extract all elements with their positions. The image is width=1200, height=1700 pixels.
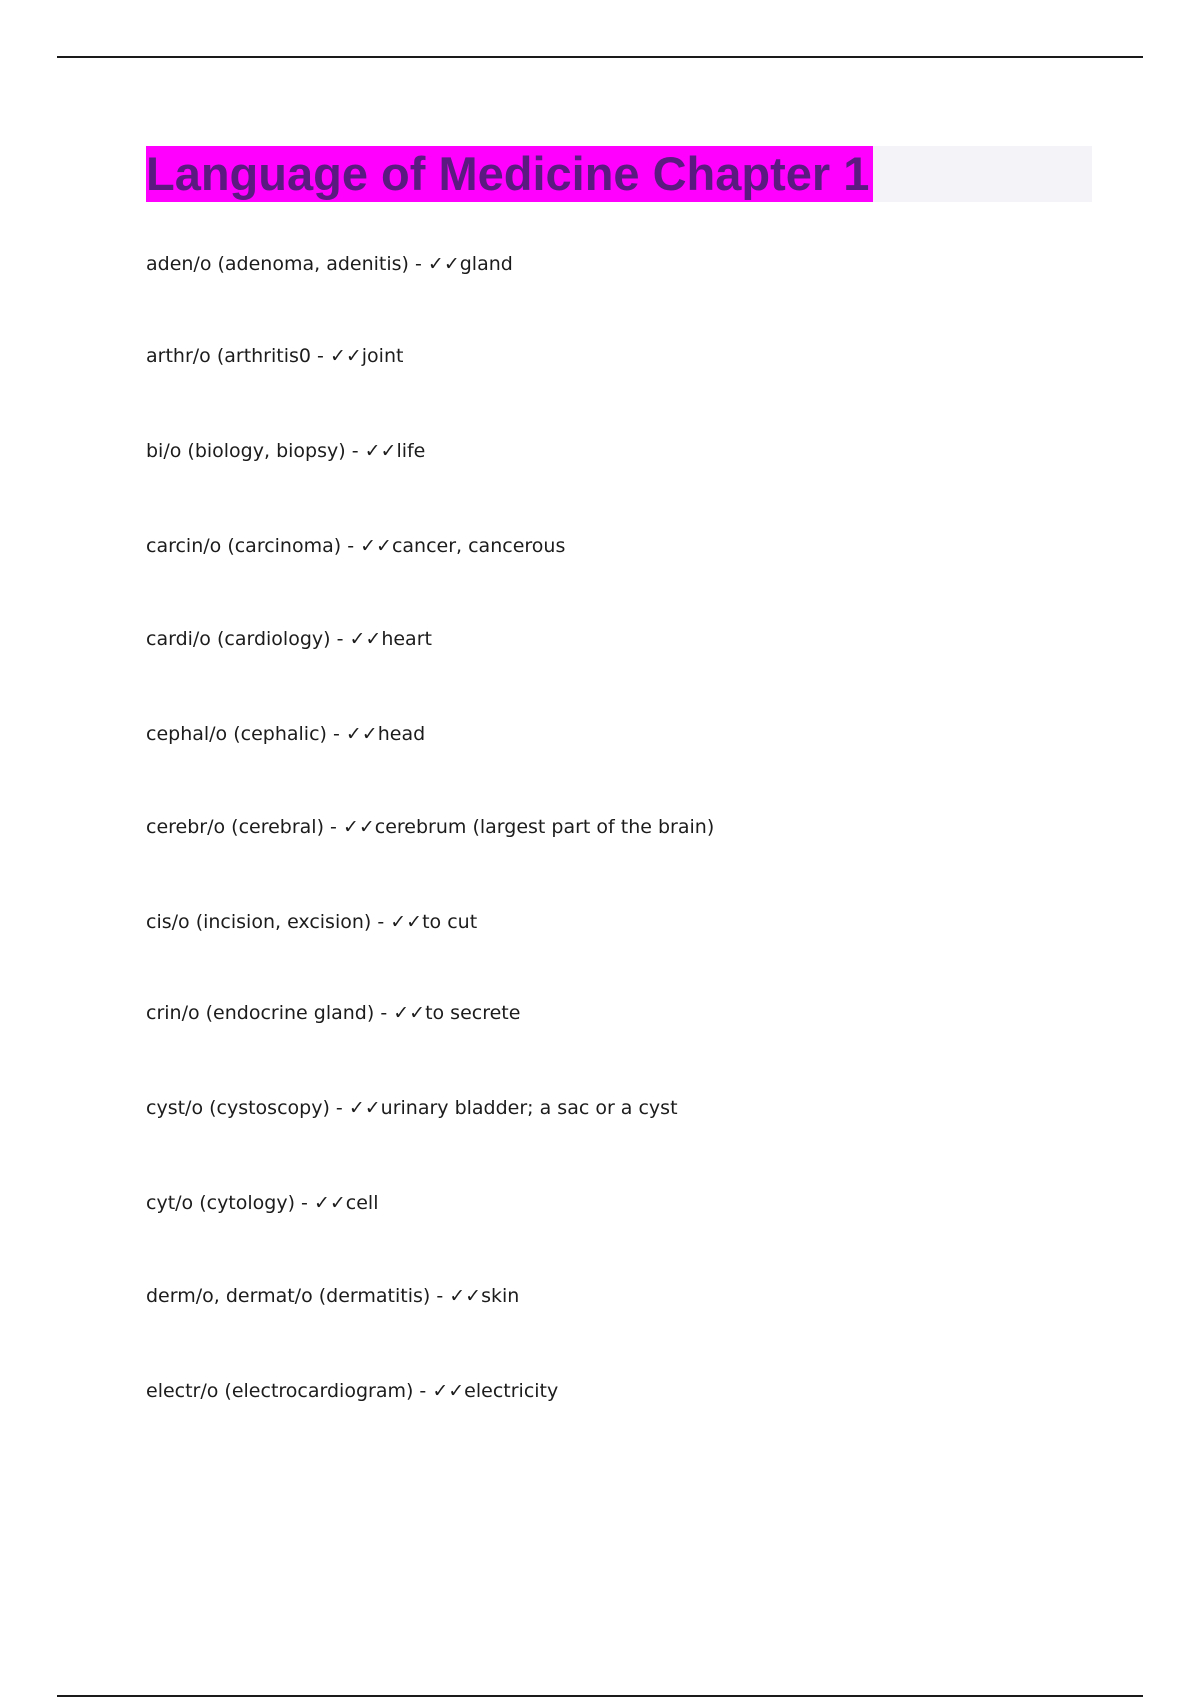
list-item bbox=[146, 1191, 379, 1215]
definition: head bbox=[377, 723, 426, 745]
separator: - bbox=[413, 1380, 433, 1402]
list-item bbox=[146, 1096, 678, 1120]
list-item bbox=[146, 815, 714, 839]
term: cardi/o (cardiology) bbox=[146, 628, 331, 650]
bottom-rule bbox=[57, 1695, 1143, 1697]
definition: gland bbox=[459, 253, 513, 275]
separator: - bbox=[374, 1002, 394, 1024]
check-mark-icon: ✓✓ bbox=[432, 1380, 465, 1402]
separator: - bbox=[341, 535, 361, 557]
definition: electricity bbox=[464, 1380, 559, 1402]
page-title: Language of Medicine Chapter 1 bbox=[146, 146, 873, 202]
separator: - bbox=[345, 440, 365, 462]
term: carcin/o (carcinoma) bbox=[146, 535, 342, 557]
definition: cancer, cancerous bbox=[391, 535, 566, 557]
definition: heart bbox=[381, 628, 432, 650]
separator: - bbox=[329, 1097, 349, 1119]
check-mark-icon: ✓✓ bbox=[449, 1285, 482, 1307]
term: bi/o (biology, biopsy) bbox=[146, 440, 346, 462]
term: crin/o (endocrine gland) bbox=[146, 1002, 375, 1024]
check-mark-icon: ✓✓ bbox=[342, 816, 375, 838]
term: cerebr/o (cerebral) bbox=[146, 816, 324, 838]
definition: life bbox=[396, 440, 426, 462]
separator: - bbox=[430, 1285, 450, 1307]
definition: cell bbox=[345, 1192, 379, 1214]
separator: - bbox=[408, 253, 428, 275]
separator: - bbox=[324, 816, 343, 838]
list-item bbox=[146, 910, 477, 934]
definition: cerebrum (largest part of the brain) bbox=[374, 816, 715, 838]
list-item bbox=[146, 1001, 520, 1025]
check-mark-icon: ✓✓ bbox=[349, 628, 382, 650]
top-rule bbox=[57, 56, 1143, 58]
term: cephal/o (cephalic) bbox=[146, 723, 327, 745]
check-mark-icon: ✓✓ bbox=[345, 723, 378, 745]
term: aden/o (adenoma, adenitis) bbox=[146, 253, 409, 275]
definition: urinary bladder; a sac or a cyst bbox=[380, 1097, 678, 1119]
definition: skin bbox=[481, 1285, 520, 1307]
separator: - bbox=[371, 911, 391, 933]
term: cis/o (incision, excision) bbox=[146, 911, 372, 933]
separator: - bbox=[330, 628, 350, 650]
separator: - bbox=[295, 1192, 314, 1214]
check-mark-icon: ✓✓ bbox=[393, 1002, 426, 1024]
separator: - bbox=[311, 345, 330, 367]
definition: joint bbox=[361, 345, 404, 367]
check-mark-icon: ✓✓ bbox=[427, 253, 460, 275]
separator: - bbox=[326, 723, 346, 745]
check-mark-icon: ✓✓ bbox=[364, 440, 397, 462]
check-mark-icon: ✓✓ bbox=[390, 911, 423, 933]
list-item bbox=[146, 722, 425, 746]
check-mark-icon: ✓✓ bbox=[329, 345, 362, 367]
definition: to cut bbox=[422, 911, 478, 933]
list-item bbox=[146, 534, 565, 558]
list-item bbox=[146, 627, 432, 651]
list-item bbox=[146, 1379, 558, 1403]
term: cyst/o (cystoscopy) bbox=[146, 1097, 330, 1119]
list-item bbox=[146, 1284, 519, 1308]
list-item bbox=[146, 344, 403, 368]
term: cyt/o (cytology) bbox=[146, 1192, 296, 1214]
list-item bbox=[146, 252, 513, 276]
term: arthr/o (arthritis0 bbox=[146, 345, 311, 367]
list-item bbox=[146, 439, 425, 463]
definition: to secrete bbox=[425, 1002, 521, 1024]
check-mark-icon: ✓✓ bbox=[313, 1192, 346, 1214]
check-mark-icon: ✓✓ bbox=[360, 535, 392, 557]
term: electr/o (electrocardiogram) bbox=[146, 1380, 414, 1402]
term: derm/o, dermat/o (dermatitis) bbox=[146, 1285, 431, 1307]
check-mark-icon: ✓✓ bbox=[348, 1097, 381, 1119]
